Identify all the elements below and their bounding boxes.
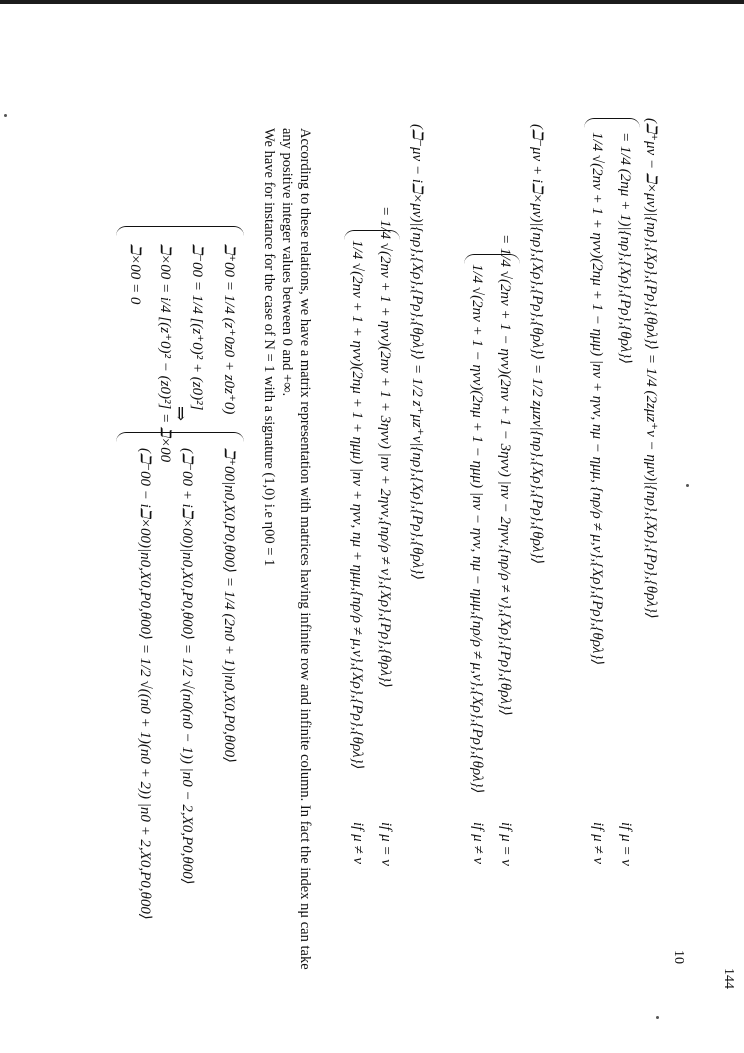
system-right-brace: [116, 432, 244, 443]
equation-3-case1-condition: if μ = ν: [378, 822, 394, 866]
equation-2-case1: = 1/4 √(2nν + 1 − ηνν)(2nν + 1 − 3ηνν) |nν − 2ηνν,{nρ/ρ ≠ ν},{Xρ},{Pρ},{θρλ}⟩: [497, 234, 513, 716]
equation-2-case2-condition: if μ ≠ ν: [470, 822, 486, 865]
equation-1-lhs: (ℶ⁺μν − ℶ×μν)|{nρ},{Xρ},{Pρ},{θρλ}⟩ = 1/4 (2zμz⁺ν − ημν)|{nρ},{Xρ},{Pρ},{θρλ}⟩: [643, 118, 659, 619]
page-number: 144: [721, 968, 736, 989]
paragraph-line-2: any positive integer values between 0 and +∞.: [279, 128, 295, 397]
equation-1-case1-condition: if μ = ν: [618, 822, 634, 866]
equation-1-case2-condition: if μ ≠ ν: [590, 822, 606, 865]
section-number: 10: [671, 950, 686, 964]
paragraph-line-1: According to these relations, we have a matrix representation with matrices having infinite row and infinite column. In fact the index nμ can take: [297, 128, 313, 970]
equation-3-case1: = 1/4 √(2nν + 1 + ηνν)(2nν + 1 + 3ηνν) |nν + 2ηνν,{nρ/ρ ≠ ν},{Xρ},{Pρ},{θρλ}⟩: [377, 206, 393, 688]
system-right-row-2: (ℶ⁻00 + iℶ×00)|n0,X0,P0,θ00⟩ = 1/2 √(n0(n0 − 1)) |n0 − 2,X0,P0,θ00⟩: [179, 448, 195, 885]
implies-arrow: ⇒: [171, 406, 191, 422]
equation-3-case2-condition: if μ ≠ ν: [350, 822, 366, 865]
system-left-row-3: ℶ×00 = i/4 [(z⁺0)² − (z0)²] = ℶ×00: [157, 244, 173, 463]
equation-1-case2: 1/4 √(2nν + 1 + ηνν)(2nμ + 1 − ημμ) |nν + ηνν, nμ − ημμ, {nρ/ρ ≠ μ,ν},{Xρ},{Pρ},{θρλ}⟩: [589, 132, 605, 666]
equation-3-case2: 1/4 √(2nν + 1 + ηνν)(2nμ + 1 + ημμ) |nν + ηνν, nμ + ημμ,{nρ/ρ ≠ μ,ν},{Xρ},{Pρ},{θρλ}⟩: [349, 240, 365, 770]
system-left-brace: [116, 226, 244, 237]
system-left-row-4: ℶ×00 = 0: [127, 244, 143, 305]
equation-1-case1: = 1/4 (2nμ + 1)|{nρ},{Xρ},{Pρ},{θρλ}⟩: [617, 132, 633, 365]
system-left-row-1: ℶ⁺00 = 1/4 (z⁺0z0 + z0z⁺0): [221, 244, 237, 415]
equation-2-case1-condition: if μ = ν: [498, 822, 514, 866]
system-left-row-2: ℶ⁻00 = 1/4 [(z⁺0)² + (z0)²]: [189, 244, 205, 411]
equation-3-lhs: (ℶ⁻μν − iℶ×μν)|{nρ},{Xρ},{Pρ},{θρλ}⟩ = 1/2 z⁺μz⁺ν|{nρ},{Xρ},{Pρ},{θρλ}⟩: [409, 124, 425, 581]
system-right-row-3: (ℶ⁻00 − iℶ×00)|n0,X0,P0,θ00⟩ = 1/2 √((n0 + 1)(n0 + 2)) |n0 + 2,X0,P0,θ00⟩: [137, 448, 153, 920]
equation-1-brace: [584, 118, 640, 129]
equation-2-case2: 1/4 √(2nν + 1 − ηνν)(2nμ + 1 − ημμ) |nν − ηνν, nμ − ημμ,{nρ/ρ ≠ μ,ν},{Xρ},{Pρ},{θρλ}⟩: [469, 264, 485, 794]
equation-2-lhs: (ℶ⁻μν + iℶ×μν)|{nρ},{Xρ},{Pρ},{θρλ}⟩ = 1/2 zμzν|{nρ},{Xρ},{Pρ},{θρλ}⟩: [529, 124, 545, 565]
paragraph-line-3: We have for instance for the case of N = 1 with a signature (1,0) i.e η00 = 1: [261, 128, 277, 567]
system-right-row-1: ℶ⁺00|n0,X0,P0,θ00⟩ = 1/4 (2n0 + 1)|n0,X0,P0,θ00⟩: [221, 448, 237, 764]
